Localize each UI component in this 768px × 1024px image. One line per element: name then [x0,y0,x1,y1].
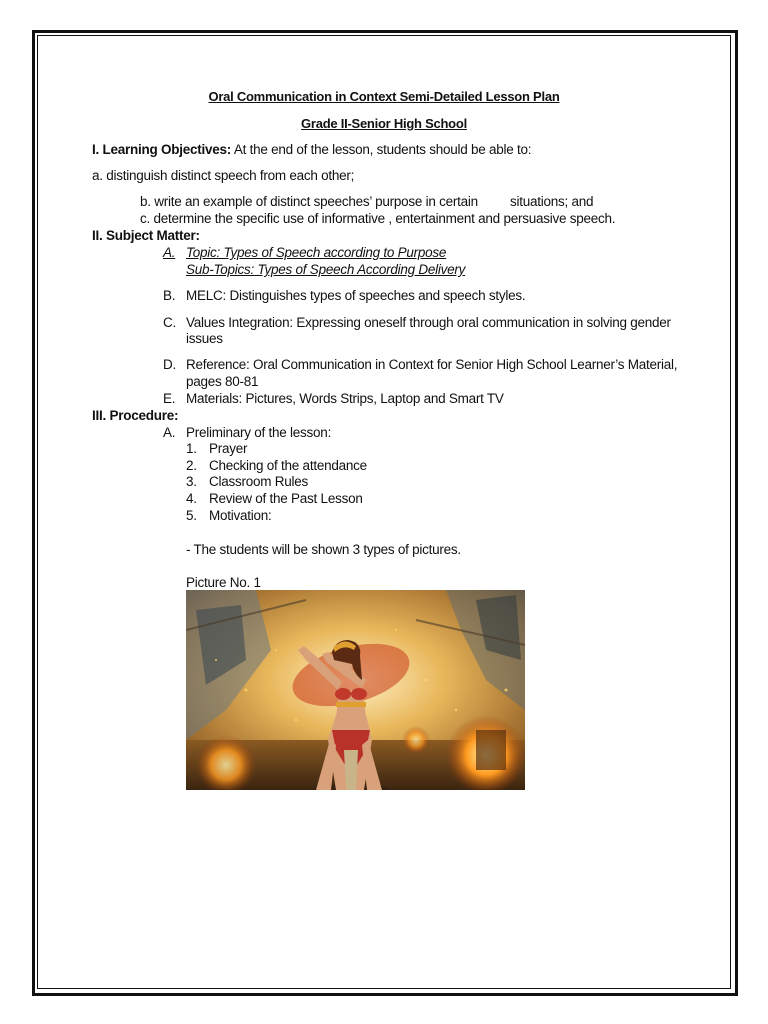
objective-c: c. determine the specific use of informative , entertainment and persuasive speech. [140,211,616,226]
subtopic-text: Sub-Topics: Types of Speech According Delivery [186,262,466,277]
step-num: 2. [186,458,197,473]
procedure-note: - The students will be shown 3 types of pictures. [186,542,461,557]
objectives-intro: At the end of the lesson, students should be able to: [233,142,532,157]
objectives-line [92,142,531,158]
step-num: 4. [186,491,197,506]
item-e-marker: E. [163,391,176,406]
materials-text: Materials: Pictures, Words Strips, Laptop and Smart TV [186,391,504,406]
procedure-a-marker: A. [163,425,176,440]
reference-text-cont: pages 80-81 [186,374,259,389]
preliminary-label: Preliminary of the lesson: [186,425,332,440]
item-a-marker: A. [163,245,176,260]
objective-b-part1: b. write an example of distinct speeches’ purpose in certain [140,194,478,209]
step-text: Motivation: [209,508,272,523]
subject-matter-heading: II. Subject Matter: [92,228,200,243]
picture-label: Picture No. 1 [186,575,261,590]
step-text: Checking of the attendance [209,458,367,473]
topic-text: Topic: Types of Speech according to Purpose [186,245,447,260]
objective-a: a. distinguish distinct speech from each other; [92,168,355,183]
step-text: Prayer [209,441,248,456]
step-text: Classroom Rules [209,474,309,489]
procedure-heading: III. Procedure: [92,408,179,423]
step-num: 5. [186,508,197,523]
document-subtitle: Grade II-Senior High School [301,116,467,131]
objective-b-part2: situations; and [510,194,594,209]
item-c-marker: C. [163,315,176,330]
step-num: 1. [186,441,197,456]
item-d-marker: D. [163,357,176,372]
melc-text: MELC: Distinguishes types of speeches and speech styles. [186,288,526,303]
reference-text: Reference: Oral Communication in Context for Senior High School Learner’s Material, [186,357,678,372]
document-title: Oral Communication in Context Semi-Detailed Lesson Plan [208,89,560,104]
objectives-heading: I. Learning Objectives: [92,142,232,157]
step-num: 3. [186,474,197,489]
values-text-cont: issues [186,331,223,346]
item-b-marker: B. [163,288,176,303]
values-text: Values Integration: Expressing oneself through oral communication in solving gender [186,315,671,330]
picture-1-image [186,590,525,790]
step-text: Review of the Past Lesson [209,491,363,506]
